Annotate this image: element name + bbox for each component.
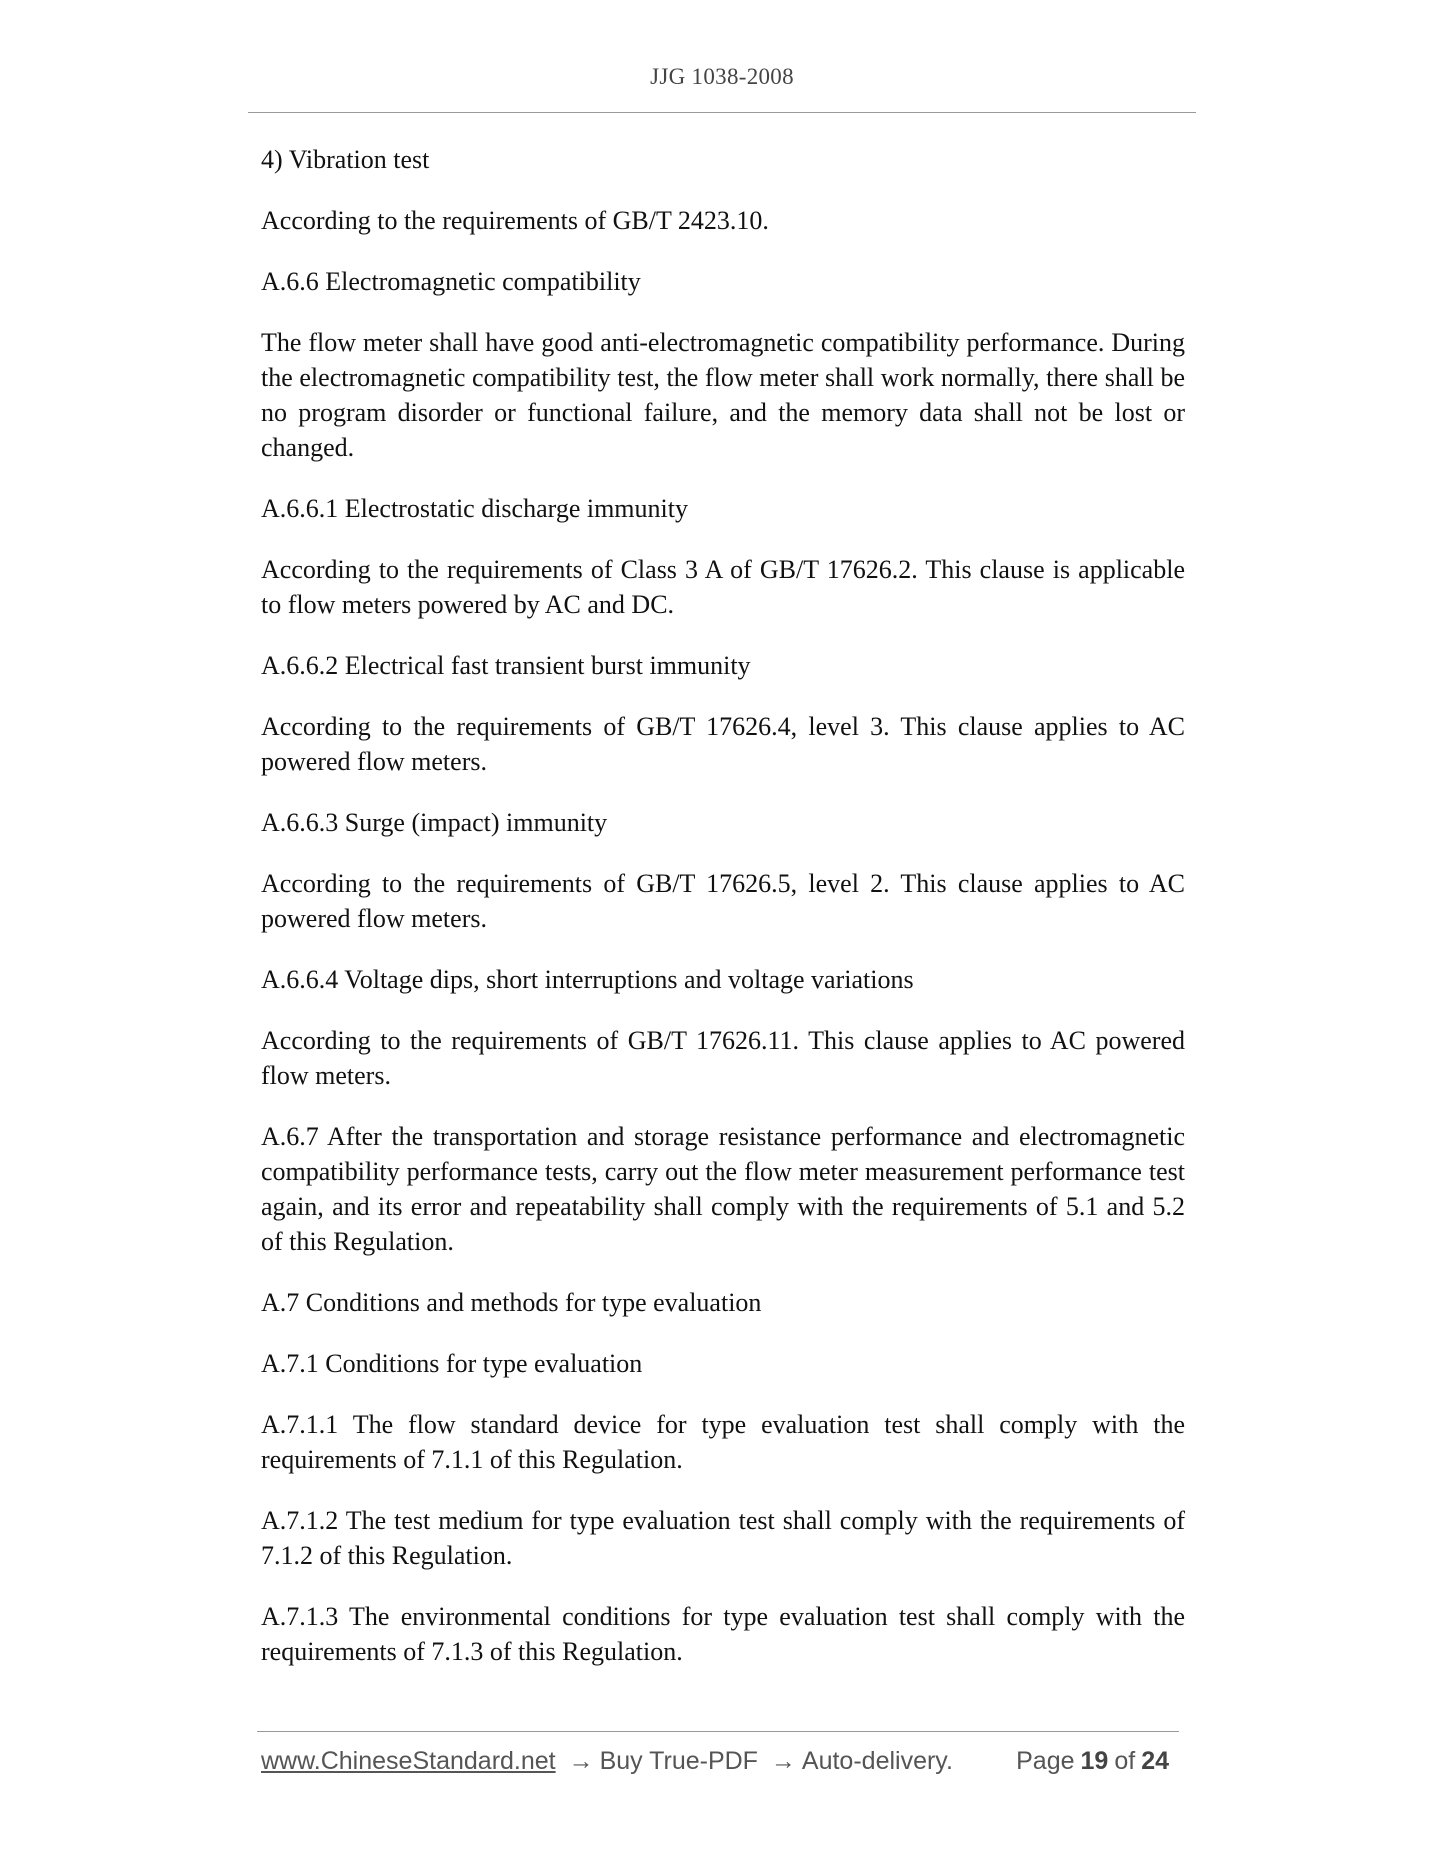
- buy-true-pdf-text: Buy True-PDF: [599, 1747, 758, 1775]
- heading-a-6-6-1: A.6.6.1 Electrostatic discharge immunity: [261, 494, 688, 523]
- of-label: of: [1114, 1747, 1136, 1775]
- page-footer: [261, 1747, 1185, 1779]
- header-divider: [248, 112, 1196, 113]
- paragraph-a-7-1-2: A.7.1.2 The test medium for type evaluation test shall comply with the requirements of 7.1.2 of this Regulation.: [261, 1506, 1185, 1570]
- heading-a-7: A.7 Conditions and methods for type evaluation: [261, 1288, 762, 1317]
- paragraph: The flow meter shall have good anti-electromagnetic compatibility performance. During the electromagnetic compatibility test, the flow meter shall work normally, there shall be no program disorder or functional failure, and the memory data shall not be lost or changed.: [261, 328, 1185, 462]
- paragraph: According to the requirements of GB/T 17626.11. This clause applies to AC powered flow meters.: [261, 1026, 1185, 1090]
- paragraph: According to the requirements of GB/T 2423.10.: [261, 206, 769, 235]
- heading-a-7-1: A.7.1 Conditions for type evaluation: [261, 1349, 643, 1378]
- paragraph-a-6-7: A.6.7 After the transportation and storage resistance performance and electromagnetic compatibility performance tests, carry out the flow meter measurement performance test again, and its error and repeatability shall comply with the requirements of 5.1 and 5.2 of this Regulation.: [261, 1122, 1185, 1256]
- arrow-right-icon: →: [568, 1747, 594, 1775]
- heading-a-6-6-2: A.6.6.2 Electrical fast transient burst immunity: [261, 651, 751, 680]
- document-header: JJG 1038-2008: [650, 64, 794, 89]
- website-link[interactable]: www.ChineseStandard.net: [261, 1747, 556, 1775]
- heading-a-6-6: A.6.6 Electromagnetic compatibility: [261, 267, 641, 296]
- page-number: 19: [1080, 1747, 1109, 1775]
- page-label: Page: [1016, 1747, 1075, 1775]
- heading-vibration-test: 4) Vibration test: [261, 145, 430, 174]
- paragraph: According to the requirements of Class 3 A of GB/T 17626.2. This clause is applicable to flow meters powered by AC and DC.: [261, 555, 1185, 619]
- document-body: [261, 142, 1185, 1695]
- arrow-right-icon: →: [770, 1747, 796, 1775]
- heading-a-6-6-3: A.6.6.3 Surge (impact) immunity: [261, 808, 608, 837]
- page-total: 24: [1141, 1747, 1169, 1775]
- footer-divider: [257, 1731, 1179, 1732]
- paragraph-a-7-1-1: A.7.1.1 The flow standard device for type evaluation test shall comply with the requirements of 7.1.1 of this Regulation.: [261, 1410, 1185, 1474]
- auto-delivery-text: Auto-delivery.: [801, 1747, 953, 1775]
- page-indicator: [1016, 1747, 1175, 1776]
- footer-promo: [261, 1747, 953, 1776]
- paragraph: According to the requirements of GB/T 17626.4, level 3. This clause applies to AC powered flow meters.: [261, 712, 1185, 776]
- paragraph-a-7-1-3: A.7.1.3 The environmental conditions for type evaluation test shall comply with the requirements of 7.1.3 of this Regulation.: [261, 1602, 1185, 1666]
- paragraph: According to the requirements of GB/T 17626.5, level 2. This clause applies to AC powered flow meters.: [261, 869, 1185, 933]
- heading-a-6-6-4: A.6.6.4 Voltage dips, short interruptions and voltage variations: [261, 965, 914, 994]
